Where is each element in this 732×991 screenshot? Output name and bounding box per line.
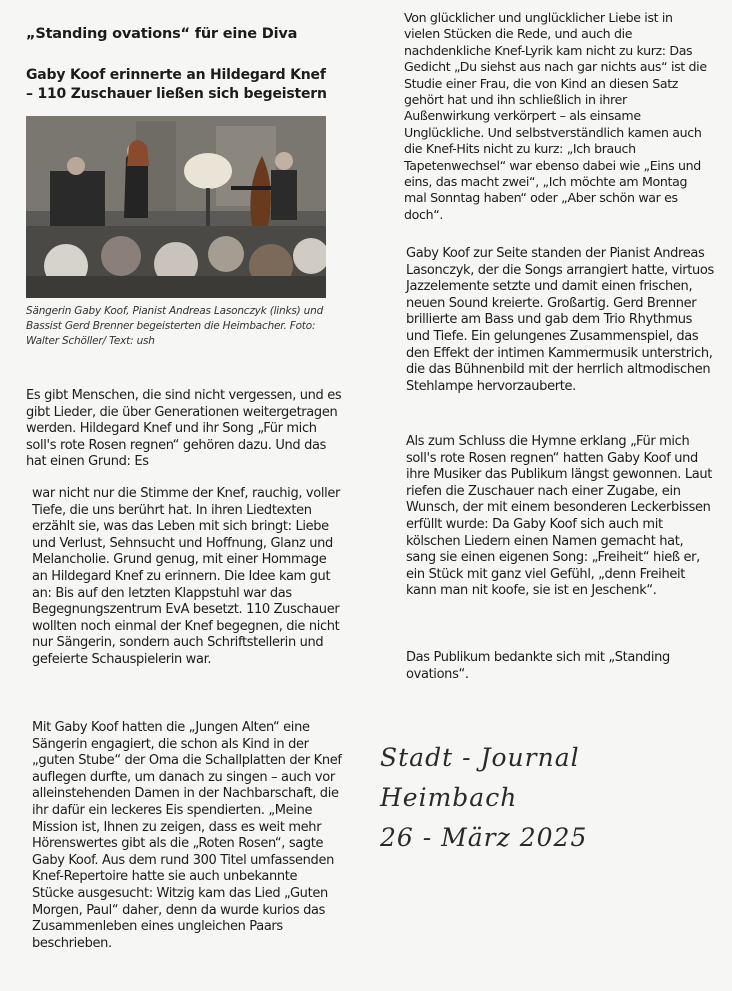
article-paragraph: war nicht nur die Stimme der Knef, rauchig, voller Tiefe, die uns berührt hat. In ihren Liedtexten erzählt sie, was das Leben mit sich bringt: Liebe und Verlust, Sehnsucht und Hoffnung, Glanz und Melancholie. Grund genug, mit einer Hommage an Hildegard Knef zu erinnern. Die Idee kam gut an: Bis auf den letzten Klappstuhl war das Begegnungszentrum EvA besetzt. 110 Zuschauer wollten noch einmal der Knef begegnen, die nicht nur Sängerin, sondern auch Schriftstellerin und gefeierte Schauspielerin war.	[32, 486, 341, 667]
article-paragraph: Es gibt Menschen, die sind nicht vergessen, und es gibt Lieder, die über Generationen weitergetragen werden. Hildegard Knef und ihr Song „Für mich soll's rote Rosen regnen“ gehören dazu. Und das hat einen Grund: Es	[26, 388, 342, 470]
article-paragraph: Von glücklicher und unglücklicher Liebe ist in vielen Stücken die Rede, und auch die nachdenkliche Knef-Lyrik kam nicht zu kurz: Das Gedicht „Du siehst aus nach gar nichts aus“ ist die Studie einer Frau, die von Kind an diesen Satz gehört hat und ihn schließlich in ihrer Außenwirkung verkörpert – als einsame Unglückliche. Und selbstverständlich kamen auch die Knef-Hits nicht zu kurz: „Ich brauch Tapetenwechsel“ war ebenso dabei wie „Eins und eins, das macht zwei“, „Ich möchte am Montag mal Sonntag haben“ oder „Aber schön war es doch“.	[404, 10, 707, 222]
handwritten-note	[380, 738, 700, 858]
concert-photo-icon	[26, 116, 326, 298]
photo-caption: Sängerin Gaby Koof, Pianist Andreas Lasonczyk (links) und Bassist Gerd Brenner begeisterten die Heimbacher. Foto: Walter Schöller/ Text: ush	[26, 305, 324, 347]
subheadline: Gaby Koof erinnerte an Hildegard Knef – 110 Zuschauer ließen sich begeistern	[26, 67, 327, 102]
handwritten-date: 26 - März 2025	[380, 823, 588, 852]
handwritten-source: Stadt - Journal Heimbach	[380, 743, 580, 812]
article-paragraph: Als zum Schluss die Hymne erklang „Für mich soll's rote Rosen regnen“ hatten Gaby Koof und ihre Musiker das Publikum längst gewonnen. Laut riefen die Zuschauer nach einer Zugabe, ein Wunsch, der mit einem besonderen Leckerbissen erfüllt wurde: Da Gaby Koof sich auch mit kölschen Liedern einen Namen gemacht hat, sang sie einen eigenen Song: „Freiheit“ hieß er, ein Stück mit ganz viel Gefühl, „denn Freiheit kann man nit koofe, sie ist en Jeschenk“.	[406, 434, 713, 599]
article-paragraph: Gaby Koof zur Seite standen der Pianist Andreas Lasonczyk, der die Songs arrangiert hatte, virtuos Jazzelemente setzte und damit einen frischen, neuen Sound kreierte. Großartig. Gerd Brenner brillierte am Bass und gab dem Trio Rhythmus und Tiefe. Ein gelungenes Zusammenspiel, das den Effekt der intimen Kammermusik unterstrich, die das Bühnenbild mit der herrlich altmodischen Stehlampe hervorzauberte.	[406, 246, 714, 394]
article-paragraph: Mit Gaby Koof hatten die „Jungen Alten“ eine Sängerin engagiert, die schon als Kind in der „guten Stube“ der Oma die Schallplatten der Knef auflegen durfte, um danach zu singen – auch vor alleinstehenden Damen in der Nachbarschaft, die ihr dafür ein leckeres Eis spendierten. „Meine Mission ist, Ihnen zu zeigen, dass es weit mehr Hörenswertes gibt als die „Roten Rosen“, sagte Gaby Koof. Aus dem rund 300 Titel umfassenden Knef-Repertoire hatte sie auch unbekannte Stücke ausgesucht: Witzig kam das Lied „Guten Morgen, Paul“ daher, denn da wurde kurios das Zusammenleben eines ungleichen Paars beschrieben.	[32, 720, 342, 951]
article-paragraph: Das Publikum bedankte sich mit „Standing ovations“.	[406, 650, 670, 682]
concert-photo	[26, 116, 326, 298]
headline: „Standing ovations“ für eine Diva	[26, 26, 298, 42]
